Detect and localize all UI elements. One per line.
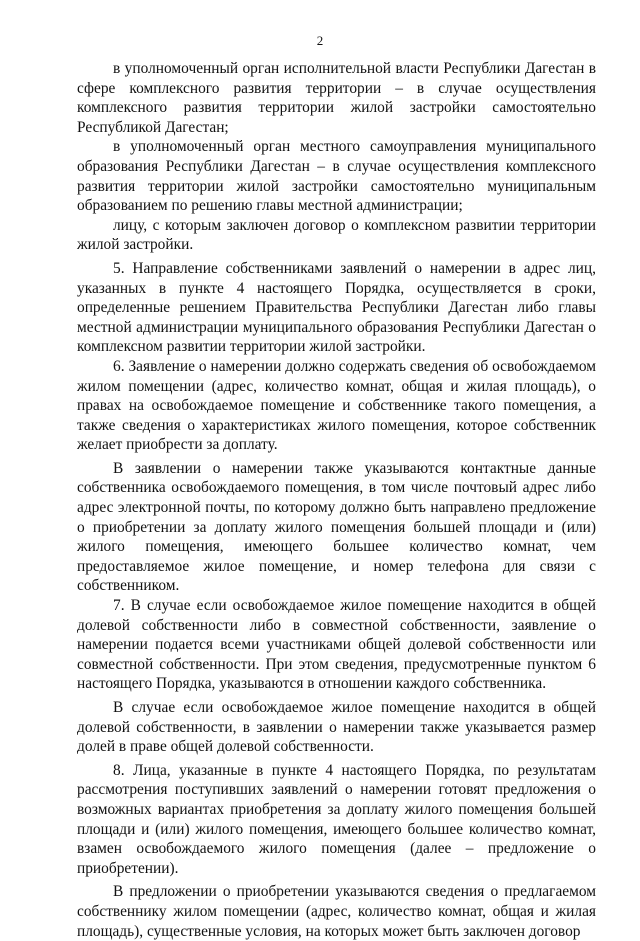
paragraph-item-5: 5. Направление собственниками заявлений о намерении в адрес лиц, указанных в пункте 4 настоящего Порядка, осуществляется в сроки, определенные решением Правительства Республики Дагестан либо главы местной администрации муниципального образования Республики Дагестан о комплексном развитии территории жилой застройки. <box>77 259 596 356</box>
paragraph-recipient-municipal: в уполномоченный орган местного самоуправления муниципального образования Республики Дагестан – в случае осуществления комплексного развития территории жилой застройки самостоятельно муниципальным образованием по решению главы местной администрации; <box>77 138 596 215</box>
paragraph-item-6: 6. Заявление о намерении должно содержать сведения об освобождаемом жилом помещении (адрес, количество комнат, общая и жилая площадь), о правах на освобождаемое помещение и собственнике такого помещения, а также сведения о характеристиках жилого помещения, которое собственник желает приобрести за доплату. <box>77 357 596 454</box>
paragraph-item-7-shares: В случае если освобождаемое жилое помещение находится в общей долевой собственности, в заявлении о намерении также указывается размер долей в праве общей долевой собственности. <box>77 699 596 756</box>
page-number: 2 <box>316 33 324 48</box>
paragraph-item-8: 8. Лица, указанные в пункте 4 настоящего Порядка, по результатам рассмотрения поступивших заявлений о намерении готовят предложения о возможных вариантах приобретения за доплату жилого помещения большей площади и (или) жилого помещения, имеющего большее количество комнат, взамен освобождаемого жилого помещения (далее – предложение о приобретении). <box>77 761 596 877</box>
paragraph-recipient-contractor: лицу, с которым заключен договор о комплексном развитии территории жилой застройки. <box>77 216 596 254</box>
paragraph-item-8-offer: В предложении о приобретении указываются сведения о предлагаемом собственнику жилом помещении (адрес, количество комнат, общая и жилая площадь), существенные условия, на которых может быть заключен договор <box>77 883 596 940</box>
paragraph-recipient-republic: в уполномоченный орган исполнительной власти Республики Дагестан в сфере комплексного развития территории – в случае осуществления комплексного развития территории жилой застройки самостоятельно Республикой Дагестан; <box>77 60 596 136</box>
paragraph-item-6-contacts: В заявлении о намерении также указываются контактные данные собственника освобождаемого помещения, в том числе почтовый адрес либо адрес электронной почты, по которому должно быть направлено предложение о приобретении за доплату жилого помещения большей площади и (или) жилого помещения, имеющего большее количество комнат, чем предоставляемое жилое помещение, и номер телефона для связи с собственником. <box>77 459 596 595</box>
paragraph-item-7: 7. В случае если освобождаемое жилое помещение находится в общей долевой собственности либо в совместной собственности, заявление о намерении подается всеми участниками общей долевой собственности или совместной собственности. При этом сведения, предусмотренные пунктом 6 настоящего Порядка, указываются в отношении каждого собственника. <box>77 597 596 693</box>
document-body <box>77 59 596 941</box>
